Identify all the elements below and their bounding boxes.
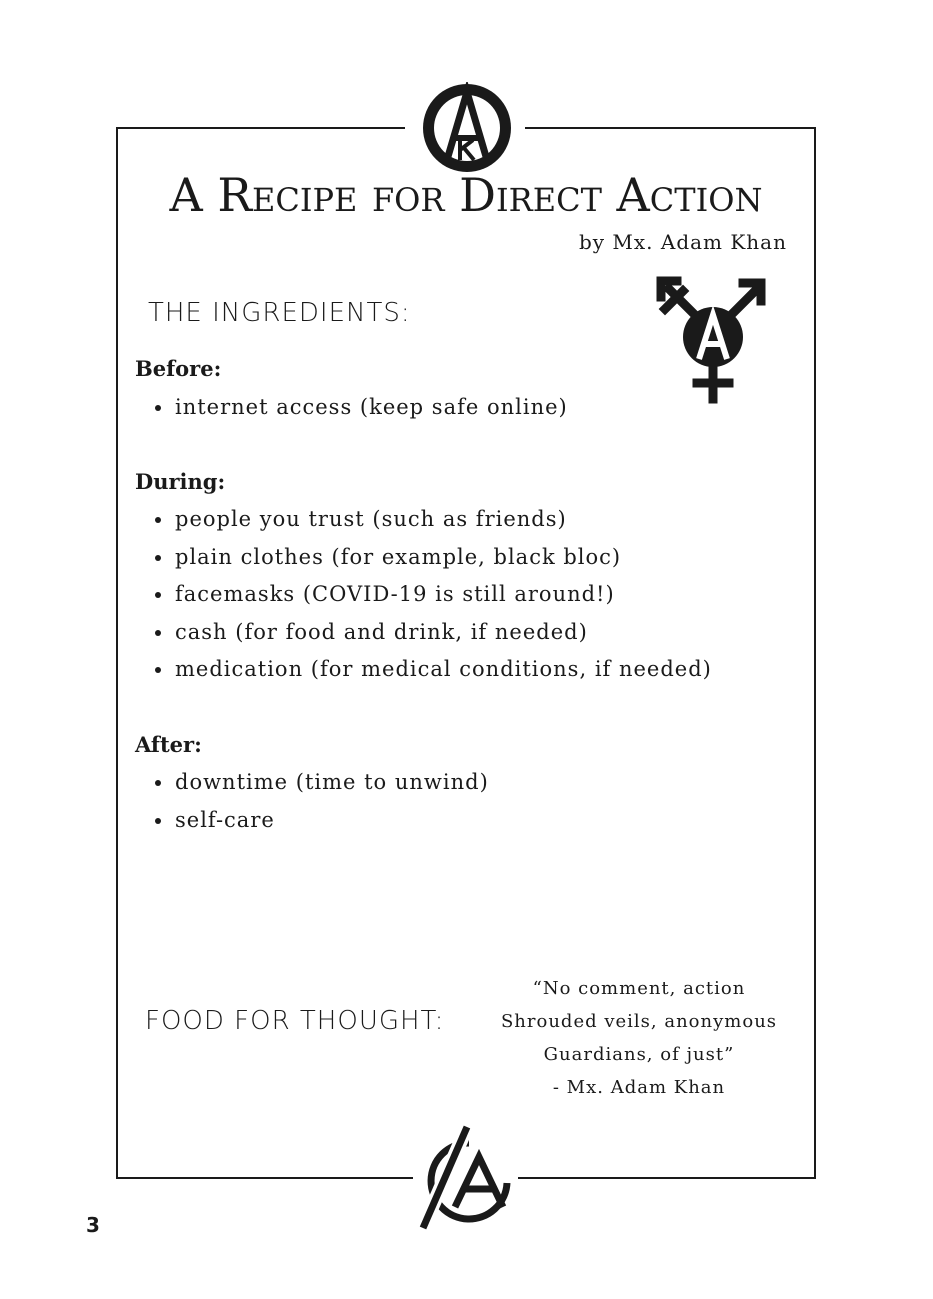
haiku-quote xyxy=(478,975,800,1107)
during-list xyxy=(152,507,712,695)
group-label-before: Before: xyxy=(135,356,222,381)
page-title: A Recipe for Direct Action xyxy=(169,168,763,222)
after-list xyxy=(152,770,489,845)
quote-attribution: - Mx. Adam Khan xyxy=(552,1077,726,1098)
group-label-during: During: xyxy=(135,469,226,494)
list-item: downtime (time to unwind) xyxy=(152,770,489,808)
transgender-anarchy-symbol-icon xyxy=(655,275,770,405)
slashed-circle-a-icon xyxy=(415,1125,515,1230)
quote-line: Shrouded veils, anonymous xyxy=(500,1011,778,1032)
list-item: plain clothes (for example, black bloc) xyxy=(152,545,712,583)
group-label-after: After: xyxy=(135,732,202,757)
list-item: internet access (keep safe online) xyxy=(152,395,568,433)
list-item: self-care xyxy=(152,808,489,846)
quote-line: “No comment, action xyxy=(532,978,746,999)
list-item: facemasks (COVID-19 is still around!) xyxy=(152,582,712,620)
anarchist-circle-a-k-icon xyxy=(421,82,513,174)
author-byline: by Mx. Adam Khan xyxy=(578,230,787,254)
food-for-thought-heading: FOOD FOR THOUGHT: xyxy=(145,1006,445,1036)
list-item: cash (for food and drink, if needed) xyxy=(152,620,712,658)
ingredients-heading: THE INGREDIENTS: xyxy=(148,298,411,328)
list-item: people you trust (such as friends) xyxy=(152,507,712,545)
list-item: medication (for medical conditions, if needed) xyxy=(152,657,712,695)
page-number: 3 xyxy=(86,1213,100,1237)
quote-line: Guardians, of just” xyxy=(543,1044,735,1065)
before-list xyxy=(152,395,568,433)
